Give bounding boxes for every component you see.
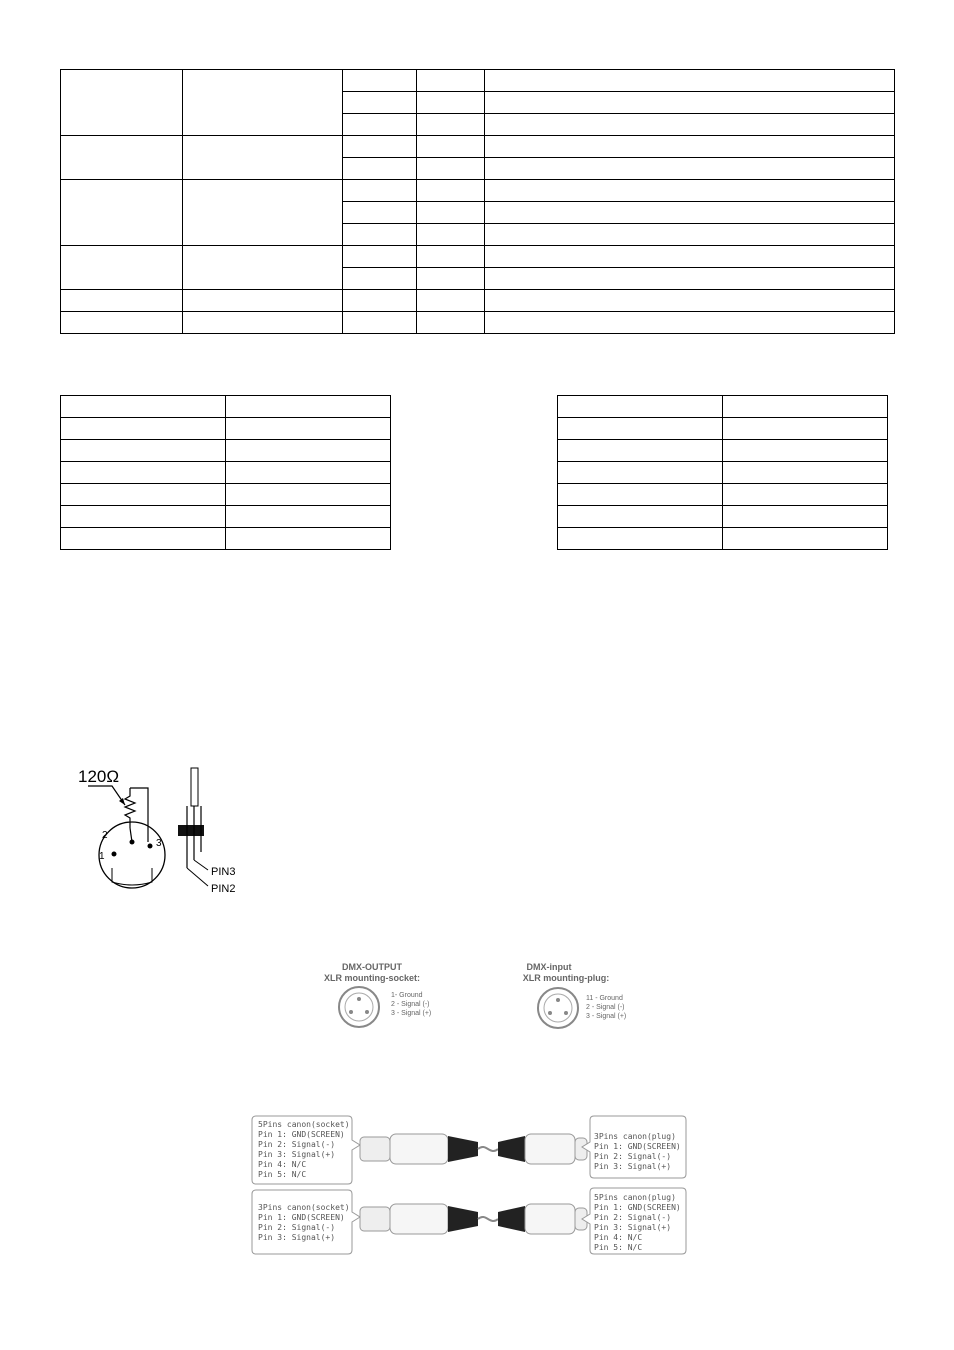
table-cell <box>417 136 485 158</box>
table-cell <box>343 92 417 114</box>
table-cell <box>61 418 226 440</box>
table-cell <box>485 114 895 136</box>
table-cell <box>417 268 485 290</box>
table-cell <box>417 312 485 334</box>
cable-bottom-right-line: Pin 4: N/C <box>594 1233 643 1242</box>
pin3-label: PIN3 <box>211 866 236 878</box>
table-cell <box>485 202 895 224</box>
cable-top-right-line: 3Pins canon(plug) <box>594 1132 676 1141</box>
dmx-output-title: DMX-OUTPUT <box>342 962 402 972</box>
table-row <box>61 136 895 158</box>
table-row <box>558 396 888 418</box>
table-row <box>558 440 888 462</box>
table-cell <box>485 268 895 290</box>
table-cell <box>61 246 183 290</box>
dmx-input-pin: 2 - Signal (-) <box>586 1004 625 1011</box>
cable-bottom-right-line: Pin 3: Signal(+) <box>594 1223 672 1232</box>
dmx-input-title: DMX-input <box>526 962 572 972</box>
table-cell <box>61 70 183 136</box>
table-row <box>558 418 888 440</box>
table-cell <box>558 462 723 484</box>
table-cell <box>61 506 226 528</box>
table-cell <box>417 158 485 180</box>
menu-table <box>60 69 895 334</box>
table-cell <box>723 396 888 418</box>
table-row <box>61 440 391 462</box>
cable-bottom-right-line: 5Pins canon(plug) <box>594 1193 676 1202</box>
table-cell <box>343 180 417 202</box>
pin2-label: PIN2 <box>211 883 236 895</box>
table-cell <box>61 528 226 550</box>
table-cell <box>485 70 895 92</box>
cable-top-left-line: Pin 5: N/C <box>258 1170 307 1179</box>
left-table <box>60 395 391 550</box>
table-cell <box>183 290 343 312</box>
cable-top-left-line: Pin 1: GND(SCREEN) <box>258 1130 345 1139</box>
table-cell <box>183 312 343 334</box>
cable-bottom-right-line: Pin 2: Signal(-) <box>594 1213 672 1222</box>
table-cell <box>61 396 226 418</box>
cable-top-right-line: Pin 1: GND(SCREEN) <box>594 1142 681 1151</box>
table-cell <box>485 180 895 202</box>
dmx-output-subtitle: XLR mounting-socket: <box>324 973 420 983</box>
table-cell <box>226 484 391 506</box>
table-cell <box>485 136 895 158</box>
table-cell <box>226 506 391 528</box>
dmx-connector-diagram <box>300 955 650 1035</box>
table-cell <box>485 92 895 114</box>
cable-top-left-line: 5Pins canon(socket) <box>258 1120 350 1129</box>
table-cell <box>558 506 723 528</box>
pin-label: 3 <box>156 838 162 849</box>
table-cell <box>183 70 343 136</box>
table-cell <box>417 224 485 246</box>
table-cell <box>343 268 417 290</box>
table-cell <box>61 440 226 462</box>
table-cell <box>723 462 888 484</box>
dmx-input-pin: 11 - Ground <box>586 995 623 1002</box>
table-cell <box>61 136 183 180</box>
table-cell <box>558 396 723 418</box>
table-cell <box>558 440 723 462</box>
table-cell <box>417 114 485 136</box>
dmx-output-pin: 2 - Signal (-) <box>391 1001 430 1008</box>
cable-top-left-line: Pin 2: Signal(-) <box>258 1140 336 1149</box>
table-row <box>61 70 895 92</box>
cable-top-left-line: Pin 4: N/C <box>258 1160 307 1169</box>
table-cell <box>343 312 417 334</box>
table-row <box>61 396 391 418</box>
cable-top-right-line: Pin 2: Signal(-) <box>594 1152 672 1161</box>
table-cell <box>485 158 895 180</box>
table-cell <box>61 290 183 312</box>
table-cell <box>485 224 895 246</box>
cable-top-right-line: Pin 3: Signal(+) <box>594 1162 672 1171</box>
cable-bottom-left-line: Pin 3: Signal(+) <box>258 1233 336 1242</box>
pin-label: 2 <box>102 830 108 841</box>
table-cell <box>61 484 226 506</box>
table-row <box>558 484 888 506</box>
table-cell <box>183 136 343 180</box>
table-row <box>558 528 888 550</box>
table-row <box>61 528 391 550</box>
table-row <box>61 506 391 528</box>
table-cell <box>485 290 895 312</box>
pin-label: 1 <box>99 851 105 862</box>
table-row <box>558 506 888 528</box>
cable-adapter-diagram <box>250 1112 690 1260</box>
table-cell <box>343 136 417 158</box>
cable-top-left-line: Pin 3: Signal(+) <box>258 1150 336 1159</box>
table-cell <box>226 418 391 440</box>
table-cell <box>417 246 485 268</box>
cable-bottom-left-line: Pin 1: GND(SCREEN) <box>258 1213 345 1222</box>
table-cell <box>226 462 391 484</box>
table-cell <box>61 462 226 484</box>
right-table <box>557 395 888 550</box>
table-cell <box>723 484 888 506</box>
table-cell <box>417 202 485 224</box>
table-cell <box>417 290 485 312</box>
table-cell <box>183 180 343 246</box>
table-cell <box>723 418 888 440</box>
table-row <box>61 290 895 312</box>
table-cell <box>343 224 417 246</box>
table-cell <box>343 246 417 268</box>
table-cell <box>723 506 888 528</box>
table-cell <box>61 312 183 334</box>
dmx-terminator-diagram <box>70 760 250 900</box>
table-cell <box>343 70 417 92</box>
table-cell <box>343 202 417 224</box>
table-row <box>61 312 895 334</box>
table-cell <box>343 290 417 312</box>
table-cell <box>226 528 391 550</box>
cable-bottom-right-line: Pin 5: N/C <box>594 1243 643 1252</box>
table-cell <box>723 528 888 550</box>
table-row <box>61 180 895 202</box>
table-cell <box>343 158 417 180</box>
table-row <box>61 462 391 484</box>
table-cell <box>226 396 391 418</box>
table-cell <box>183 246 343 290</box>
table-cell <box>417 70 485 92</box>
table-cell <box>417 180 485 202</box>
cable-bottom-left-line: Pin 2: Signal(-) <box>258 1223 336 1232</box>
table-cell <box>723 440 888 462</box>
table-cell <box>417 92 485 114</box>
table-cell <box>226 440 391 462</box>
resistor-label: 120Ω <box>78 767 120 786</box>
table-cell <box>558 484 723 506</box>
dmx-output-pin: 1- Ground <box>391 992 423 999</box>
table-cell <box>558 418 723 440</box>
table-cell <box>485 246 895 268</box>
table-row <box>61 418 391 440</box>
table-cell <box>485 312 895 334</box>
table-row <box>61 484 391 506</box>
dmx-input-subtitle: XLR mounting-plug: <box>522 973 610 983</box>
dmx-input-pin: 3 - Signal (+) <box>586 1013 627 1020</box>
table-row <box>558 462 888 484</box>
table-cell <box>343 114 417 136</box>
table-cell <box>61 180 183 246</box>
table-row <box>61 246 895 268</box>
table-cell <box>558 528 723 550</box>
cable-bottom-right-line: Pin 1: GND(SCREEN) <box>594 1203 681 1212</box>
cable-bottom-left-line: 3Pins canon(socket) <box>258 1203 350 1212</box>
dmx-output-pin: 3 - Signal (+) <box>391 1010 432 1017</box>
